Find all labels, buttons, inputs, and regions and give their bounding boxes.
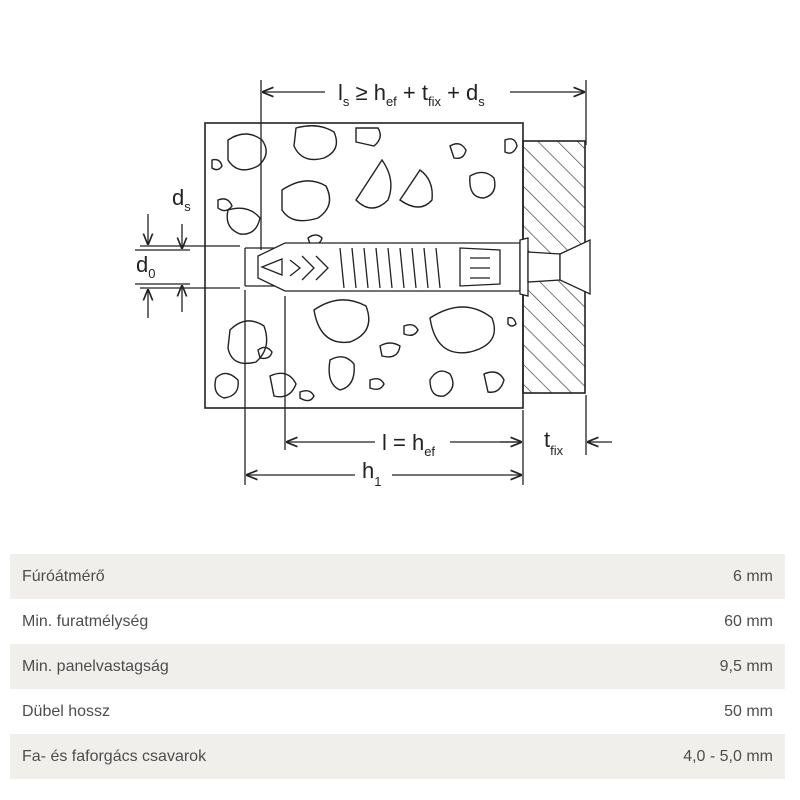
- spec-row: [10, 599, 785, 644]
- h1-label: $h_1$: [362, 458, 382, 489]
- spec-value: 50 mm: [724, 702, 773, 720]
- spec-label: Min. furatmélység: [22, 612, 149, 630]
- spec-value: 9,5 mm: [719, 657, 773, 675]
- spec-row: [10, 554, 785, 599]
- l-hef-label: $l = h_{ef}$: [382, 430, 436, 459]
- spec-row: [10, 734, 785, 779]
- ls-formula-label: $l_s \ge h_{ef} + t_{fix} + d_s$: [338, 80, 485, 109]
- ds-label: $d_s$: [172, 185, 191, 214]
- spec-row: [10, 644, 785, 689]
- spec-value: 4,0 - 5,0 mm: [683, 747, 773, 765]
- spec-value: 6 mm: [733, 567, 773, 585]
- specs-table: [10, 554, 785, 779]
- d0-label: $d_0$: [136, 252, 156, 281]
- tfix-label: $t_{fix}$: [544, 427, 564, 458]
- spec-row: [10, 689, 785, 734]
- spec-value: 60 mm: [724, 612, 773, 630]
- spec-label: Fúróátmérő: [22, 567, 105, 585]
- spec-label: Fa- és faforgács csavarok: [22, 747, 207, 765]
- spec-label: Min. panelvastagság: [22, 657, 169, 675]
- spec-label: Dübel hossz: [22, 702, 111, 720]
